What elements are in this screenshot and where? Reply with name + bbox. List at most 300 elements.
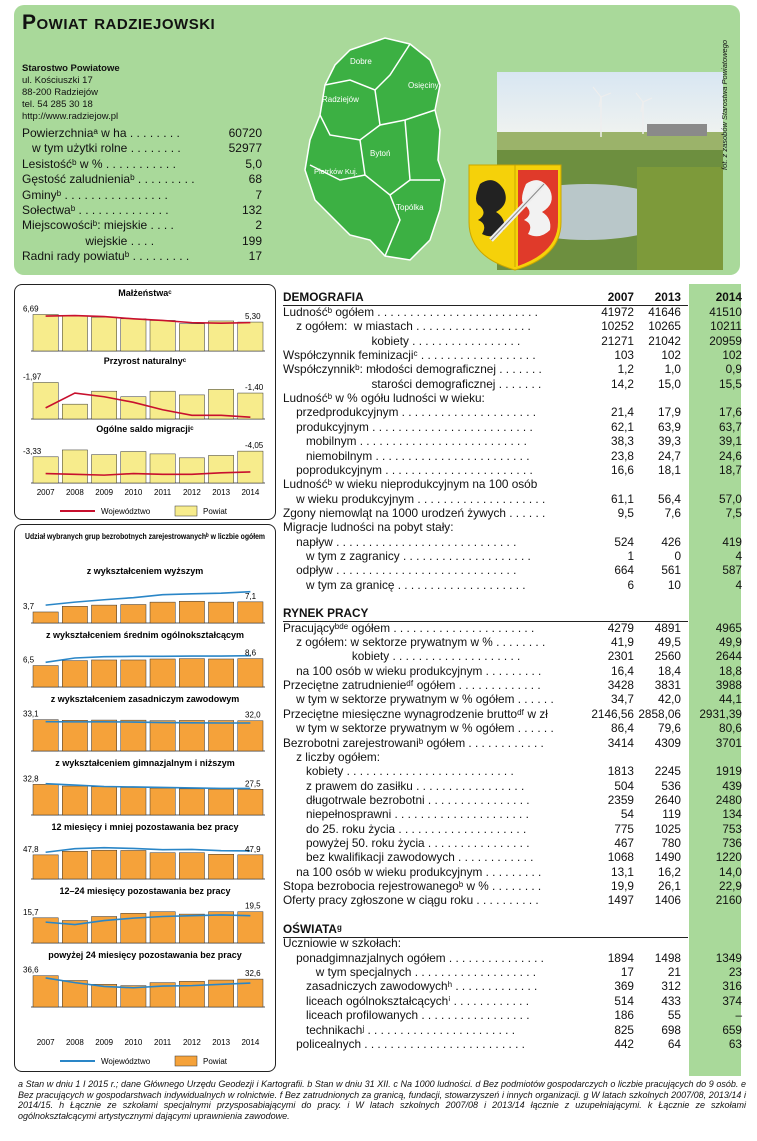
cell-2014: 4 — [735, 577, 742, 592]
chart-bar — [33, 976, 58, 1007]
legend-line-label: Województwo — [101, 507, 151, 516]
table-section-title: DEMOGRAFIA — [283, 290, 364, 304]
page-title: Powiat radziejowski — [22, 11, 216, 34]
chart-bar — [179, 720, 204, 751]
cell-2013: 42,0 — [658, 692, 681, 707]
map-label-radziejow: Radziejów — [322, 95, 359, 104]
cell-2013: 2858,06 — [638, 706, 681, 721]
chart-bar — [179, 458, 204, 483]
cell-2007: 186 — [614, 1008, 634, 1023]
cell-2014: 17,6 — [719, 405, 742, 420]
table-row — [283, 520, 745, 534]
year-2014-header: 2014 — [715, 290, 742, 304]
cell-2014: 44,1 — [719, 692, 742, 707]
chart-bar — [92, 720, 117, 751]
chart-first-value: 32,8 — [23, 774, 39, 784]
legend-bar-label: Powiat — [203, 1057, 228, 1066]
chart-first-value: -3,33 — [23, 446, 42, 456]
table-row — [283, 563, 745, 577]
cell-2013: 4891 — [654, 620, 681, 635]
legend-line-label: Województwo — [101, 1057, 151, 1066]
cell-2013: 64 — [667, 1036, 681, 1051]
org-website[interactable]: http://www.radziejow.pl — [22, 111, 119, 122]
year-label: 2013 — [212, 488, 231, 497]
chart-title: powyżej 24 miesięcy pozostawania bez pracy — [48, 950, 242, 960]
cell-2007: 514 — [614, 993, 634, 1008]
year-label: 2012 — [182, 1038, 201, 1047]
table-row — [283, 951, 745, 965]
chart-bar — [150, 659, 175, 687]
cell-2013: 102 — [661, 348, 681, 363]
row-label: technikachʲ . . . . . . . . . . . . . . . . . . . . . . . — [283, 1022, 515, 1037]
table-row — [283, 936, 745, 950]
row-label: niemobilnym . . . . . . . . . . . . . . . . . . . . . . . . — [283, 448, 530, 463]
cell-2014: 63,7 — [719, 419, 742, 434]
org-name: Starostwo Powiatowe — [22, 63, 120, 74]
chart-title: Przyrost naturalnyᶜ — [103, 356, 187, 366]
year-label: 2014 — [241, 488, 260, 497]
cell-2007: 21,4 — [611, 405, 634, 420]
cell-2013: 18,4 — [658, 663, 681, 678]
table-row — [283, 348, 745, 362]
cell-2014: 439 — [722, 778, 742, 793]
cell-2007: 62,1 — [611, 419, 634, 434]
table-row — [283, 893, 745, 907]
table-row — [283, 994, 745, 1008]
header-stat-value: 68 — [248, 172, 262, 187]
cell-2007: 13,1 — [611, 864, 634, 879]
header-stats — [22, 126, 262, 265]
chart-bar — [150, 391, 175, 419]
header-stat-value: 199 — [241, 233, 262, 248]
chart-last-value: 8,6 — [245, 648, 257, 658]
header-stat-value: 5,0 — [245, 156, 262, 171]
chart-bar — [179, 789, 204, 815]
cell-2014: 18,8 — [719, 663, 742, 678]
cell-2014: 49,9 — [719, 635, 742, 650]
row-label: z ogółem: w miastach . . . . . . . . . . . . . . . . . . — [283, 319, 531, 334]
table-row — [283, 621, 745, 635]
table-row — [283, 334, 745, 348]
cell-2007: 775 — [614, 821, 634, 836]
footnotes: a Stan w dniu 1 I 2015 r.; dane Głównego Urzędu Geodezji i Kartografii. b Stan w dniu 31 XII. c Na 1000 ludności. d Bez podmiotów gospodarczych o liczbie pracujących do 9 osób. e Bez pracujących w gospodarstwach indywidualnych w rolnictwie. f Bez zatrudnionych za granicą, fundacji, stowarzyszeń i innych organizacji. g W latach szkolnych 2007/08, 2013/14 i 2014/15. h Łącznie ze szkołami specjalnymi przysposabiającymi do pracy. i W latach szkolnych 2007/08 i 2013/14 łącznie z uzupełniającymi. k Łącznie ze szkołami ogólnokształcącymi artystycznymi dającymi uprawnienia zawodowe. — [18, 1079, 746, 1121]
cell-2014: 0,9 — [725, 362, 742, 377]
row-label: liceach ogólnokształcącychⁱ . . . . . . . . . . . . — [283, 993, 530, 1008]
cell-2007: 1 — [627, 548, 634, 563]
header-stat-label: Powierzchniaᵃ w ha . . . . . . . . — [22, 126, 180, 140]
header-stat-value: 17 — [248, 249, 262, 264]
chart-title: Małżeństwaᶜ — [118, 288, 172, 298]
header-stat-value: 7 — [255, 187, 262, 202]
chart-last-value: 5,30 — [245, 312, 261, 322]
row-label: Stopa bezrobocia rejestrowanegoᵇ w % . . . . . . . . — [283, 879, 542, 893]
year-label: 2013 — [212, 1038, 231, 1047]
chart-bar — [179, 601, 204, 623]
cell-2007: 1497 — [607, 893, 634, 908]
cell-2007: 16,4 — [611, 663, 634, 678]
cell-2014: 4 — [735, 548, 742, 563]
row-label: Ludnośćᵇ w wieku nieprodukcyjnym na 100 osób — [283, 477, 538, 492]
map-label-piotrkow: Piotrków Kuj. — [314, 167, 358, 176]
chart-bar — [150, 853, 175, 879]
chart-bar — [238, 451, 263, 483]
map-label-topolka: Topólka — [396, 203, 424, 212]
cell-2007: 1068 — [607, 850, 634, 865]
cell-2007: 19,9 — [611, 879, 634, 893]
org-address — [22, 63, 120, 123]
cell-2014: 39,1 — [719, 434, 742, 449]
cell-2013: 2560 — [654, 649, 681, 664]
chart-bar — [238, 322, 263, 351]
cell-2007: 524 — [614, 534, 634, 549]
chart-first-value: 6,69 — [23, 304, 39, 314]
row-label: Ludnośćᵇ w % ogółu ludności w wieku: — [283, 391, 485, 406]
chart-title: z wykształceniem średnim ogólnokształcącym — [45, 630, 245, 640]
table-row — [283, 420, 745, 434]
cell-2007: 38,3 — [611, 434, 634, 449]
chart-bar — [121, 660, 146, 687]
cell-2013: 41646 — [648, 305, 681, 319]
cell-2013: 780 — [661, 835, 681, 850]
table-row — [283, 449, 745, 463]
chart-bar — [33, 382, 58, 419]
cell-2007: 504 — [614, 778, 634, 793]
cell-2014: 63 — [728, 1036, 742, 1051]
cell-2014: 587 — [722, 563, 742, 578]
row-label: produkcyjnym . . . . . . . . . . . . . . . . . . . . . . . . . — [283, 419, 533, 434]
header-stat-row — [22, 141, 262, 156]
cell-2007: 103 — [614, 348, 634, 363]
header-stat-row — [22, 172, 262, 187]
chart-first-value: 33,1 — [23, 709, 39, 719]
cell-2014: 4965 — [715, 620, 742, 635]
chart-bar — [62, 316, 87, 351]
row-label: Oferty pracy zgłoszone w ciągu roku . . . . . . . . . . — [283, 893, 539, 908]
table-row — [283, 649, 745, 663]
year-2013-header: 2013 — [654, 290, 681, 304]
table-row — [283, 664, 745, 678]
map-label-osieciny: Osięciny — [408, 81, 439, 90]
cell-2007: 442 — [614, 1036, 634, 1051]
unemployment-charts-panel — [14, 524, 276, 1072]
county-map — [290, 30, 460, 266]
chart-first-value: 6,5 — [23, 655, 35, 665]
cell-2014: 134 — [722, 807, 742, 822]
row-label: w tym z zagranicy . . . . . . . . . . . . . . . . . . . . — [283, 548, 531, 563]
row-label: w wieku produkcyjnym . . . . . . . . . . . . . . . . . . . . — [283, 491, 546, 506]
row-label: policealnych . . . . . . . . . . . . . . . . . . . . . . . . . — [283, 1036, 525, 1051]
chart-bar — [33, 457, 58, 483]
chart-last-value: 47,9 — [245, 844, 261, 854]
cell-2014: 7,5 — [725, 505, 742, 520]
row-label: starości demograficznej . . . . . . . — [283, 376, 542, 391]
chart-bar — [179, 659, 204, 687]
row-label: odpływ . . . . . . . . . . . . . . . . . . . . . . . . . . . . — [283, 563, 517, 578]
chart-bar — [150, 721, 175, 751]
row-label: RYNEK PRACY — [283, 606, 369, 621]
year-label: 2008 — [65, 488, 84, 497]
cell-2013: 56,4 — [658, 491, 681, 506]
unemployment-section-title: Udział wybranych grup bezrobotnych zarejestrowanychᵇ w liczbie ogółem — [25, 531, 266, 541]
table-row — [283, 965, 745, 979]
cell-2007: 16,6 — [611, 462, 634, 477]
table-row — [283, 879, 745, 893]
cell-2013: 16,2 — [658, 864, 681, 879]
table-row — [283, 535, 745, 549]
row-label: Bezrobotni zarejestrowaniᵇ ogółem . . . . . . . . . . . . — [283, 735, 544, 750]
year-2007-header: 2007 — [607, 290, 634, 304]
year-label: 2011 — [154, 488, 172, 497]
chart-bar — [238, 855, 263, 879]
header-stat-label: Gminyᵇ . . . . . . . . . . . . . . . . — [22, 187, 168, 202]
cell-2007: 3414 — [607, 735, 634, 750]
cell-2007: 17 — [620, 965, 634, 980]
table-row — [283, 549, 745, 563]
cell-2014: 41510 — [709, 305, 742, 319]
header-stat-row — [22, 203, 262, 218]
cell-2007: 825 — [614, 1022, 634, 1037]
cell-2013: 15,0 — [658, 376, 681, 391]
cell-2013: 312 — [661, 979, 681, 994]
table-row — [283, 319, 745, 333]
chart-bar — [150, 320, 175, 351]
chart-bar — [62, 404, 87, 419]
chart-title: z wykształceniem wyższym — [86, 566, 204, 576]
cell-2014: – — [735, 1008, 742, 1023]
table-row — [283, 578, 745, 592]
cell-2014: 753 — [722, 821, 742, 836]
cell-2013: 1498 — [654, 950, 681, 965]
cell-2007: 61,1 — [611, 491, 634, 506]
header-stat-label: Miejscowościᵇ: miejskie . . . . — [22, 218, 174, 233]
chart-first-value: 47,8 — [23, 844, 39, 854]
cell-2013: 49,5 — [658, 635, 681, 650]
cell-2014: 14,0 — [719, 864, 742, 879]
cell-2007: 54 — [620, 807, 634, 822]
cell-2007: 369 — [614, 979, 634, 994]
cell-2014: 1220 — [715, 850, 742, 865]
row-label: Współczynnikᵇ: młodości demograficznej . . . . . . . — [283, 362, 542, 377]
chart-bar — [121, 850, 146, 879]
table-row — [283, 1008, 745, 1022]
cell-2014: 80,6 — [719, 721, 742, 736]
table-row — [283, 908, 745, 922]
header-stat-row — [22, 157, 262, 172]
table-row — [283, 305, 745, 319]
cell-2014: 18,7 — [719, 462, 742, 477]
chart-bar — [33, 855, 58, 879]
chart-bar — [62, 851, 87, 879]
cell-2014: 57,0 — [719, 491, 742, 506]
chart-bar — [92, 787, 117, 815]
demography-charts-svg — [15, 285, 275, 519]
table-section-heading — [283, 606, 745, 620]
cell-2014: 419 — [722, 534, 742, 549]
cell-2007: 1894 — [607, 950, 634, 965]
table-row — [283, 807, 745, 821]
cell-2014: 20959 — [709, 333, 742, 348]
row-label: ponadgimnazjalnych ogółem . . . . . . . . . . . . . . . — [283, 950, 544, 965]
legend-bar-label: Powiat — [203, 507, 228, 516]
chart-bar — [150, 788, 175, 815]
cell-2007: 6 — [627, 577, 634, 592]
header-stat-row — [22, 188, 262, 203]
chart-bar — [92, 455, 117, 483]
row-label: kobiety . . . . . . . . . . . . . . . . . — [283, 333, 521, 348]
header-stat-row — [22, 234, 262, 249]
org-street: ul. Kościuszki 17 — [22, 75, 93, 86]
cell-2007: 4279 — [607, 620, 634, 635]
chart-bar — [209, 602, 234, 623]
year-label: 2009 — [95, 488, 114, 497]
row-label: Ludnośćᵇ ogółem . . . . . . . . . . . . . . . . . . . . . . . . . — [283, 305, 538, 319]
table-row — [283, 492, 745, 506]
chart-bar — [62, 786, 87, 815]
header-stat-label: Lesistośćᵇ w % . . . . . . . . . . . — [22, 156, 176, 171]
cell-2014: 2480 — [715, 792, 742, 807]
cell-2013: 21042 — [648, 333, 681, 348]
chart-bar — [209, 854, 234, 879]
cell-2007: 2359 — [607, 792, 634, 807]
chart-bar — [209, 455, 234, 483]
header-stat-label: Sołectwaᵇ . . . . . . . . . . . . . . — [22, 203, 169, 218]
legend-bar-swatch — [175, 506, 197, 516]
chart-first-value: 15,7 — [23, 907, 39, 917]
cell-2014: 374 — [722, 993, 742, 1008]
chart-bar — [92, 850, 117, 879]
cell-2014: 10211 — [710, 319, 742, 334]
cell-2013: 1406 — [654, 893, 681, 908]
chart-last-value: 32,6 — [245, 969, 261, 979]
chart-bar — [209, 721, 234, 751]
year-label: 2007 — [36, 1038, 55, 1047]
year-label: 2014 — [241, 1038, 260, 1047]
cell-2007: 467 — [614, 835, 634, 850]
chart-bar — [238, 721, 263, 751]
chart-title: Ogólne saldo migracjiᶜ — [96, 424, 194, 434]
table-row — [283, 1037, 745, 1051]
row-label: przedprodukcyjnym . . . . . . . . . . . . . . . . . . . . . — [283, 405, 537, 420]
row-label: z prawem do zasiłku . . . . . . . . . . . . . . . . . — [283, 778, 525, 793]
row-label: napływ . . . . . . . . . . . . . . . . . . . . . . . . . . . . — [283, 534, 517, 549]
row-label: Migracje ludności na pobyt stały: — [283, 520, 454, 535]
chart-last-value: 27,5 — [245, 779, 261, 789]
cell-2007: 9,5 — [617, 505, 634, 520]
unemployment-charts-svg — [15, 525, 275, 1071]
header-stat-value: 52977 — [228, 141, 262, 156]
header-stat-label: Gęstość zaludnieniaᵇ . . . . . . . . . — [22, 172, 195, 187]
year-label: 2011 — [154, 1038, 172, 1047]
chart-bar — [121, 720, 146, 751]
chart-bar — [33, 720, 58, 751]
row-label: Uczniowie w szkołach: — [283, 936, 402, 951]
cell-2007: 10252 — [601, 319, 634, 334]
table-row — [283, 850, 745, 864]
cell-2014: 23 — [728, 965, 742, 980]
table-row — [283, 979, 745, 993]
cell-2014: 1919 — [715, 764, 742, 779]
header-stat-value: 60720 — [228, 126, 262, 140]
row-label: na 100 osób w wieku produkcyjnym . . . . . . . . . — [283, 864, 542, 879]
row-label: poprodukcyjnym . . . . . . . . . . . . . . . . . . . . . . . — [283, 462, 533, 477]
cell-2007: 23,8 — [611, 448, 634, 463]
table-section-heading — [283, 922, 745, 936]
row-label: długotrwale bezrobotni . . . . . . . . . . . . . . . . — [283, 792, 530, 807]
cell-2013: 2245 — [654, 764, 681, 779]
chart-bar — [92, 317, 117, 351]
table-row — [283, 707, 745, 721]
chart-bar — [179, 324, 204, 351]
header-stat-row — [22, 218, 262, 233]
chart-bar — [209, 659, 234, 687]
chart-bar — [238, 602, 263, 623]
cell-2013: 119 — [662, 807, 681, 822]
cell-2014: 15,5 — [719, 376, 742, 391]
cell-2007: 1,2 — [617, 362, 634, 377]
row-label: w tym specjalnych . . . . . . . . . . . . . . . . . . . — [283, 965, 537, 980]
cell-2013: 1025 — [654, 821, 681, 836]
chart-first-value: 3,7 — [23, 601, 35, 611]
row-label: niepełnosprawni . . . . . . . . . . . . . . . . . . . . . — [283, 807, 529, 822]
row-label: do 25. roku życia . . . . . . . . . . . . . . . . . . . . — [283, 821, 527, 836]
cell-2013: 10 — [667, 577, 681, 592]
chart-bar — [209, 789, 234, 815]
row-label: z liczby ogółem: — [283, 749, 381, 764]
chart-bar — [238, 393, 263, 419]
table-row — [283, 434, 745, 448]
cell-2013: 0 — [674, 548, 681, 563]
cell-2014: 2931,39 — [699, 706, 742, 721]
row-label: Przeciętne miesięczne wynagrodzenie bruttoᵈᶠ w zł — [283, 706, 548, 721]
table-row — [283, 692, 745, 706]
table-row — [283, 405, 745, 419]
cell-2013: 4309 — [654, 735, 681, 750]
table-row — [283, 678, 745, 692]
cell-2014: 102 — [722, 348, 742, 363]
cell-2007: 41972 — [601, 305, 634, 319]
chart-title: 12–24 miesięcy pozostawania bez pracy — [59, 886, 231, 896]
table-row — [283, 362, 745, 376]
row-label: Współczynnik feminizacjiᶜ . . . . . . . . . . . . . . . . . . — [283, 348, 536, 363]
demography-charts-panel — [14, 284, 276, 520]
cell-2007: 41,9 — [611, 635, 634, 650]
chart-last-value: 32,0 — [245, 710, 261, 720]
chart-bar — [121, 787, 146, 815]
table-row — [283, 506, 745, 520]
chart-bar — [121, 986, 146, 1007]
cell-2014: 24,6 — [719, 448, 742, 463]
header-stat-label: wiejskie . . . . — [22, 233, 155, 248]
chart-title: z wykształceniem zasadniczym zawodowym — [50, 694, 240, 704]
cell-2007: 1813 — [607, 764, 634, 779]
cell-2014: 316 — [722, 979, 742, 994]
cell-2014: 659 — [722, 1022, 742, 1037]
table-row — [283, 764, 745, 778]
chart-title: 12 miesięcy i mniej pozostawania bez pracy — [51, 822, 239, 832]
table-row — [283, 750, 745, 764]
cell-2014: 2644 — [715, 649, 742, 664]
year-label: 2008 — [65, 1038, 84, 1047]
header-stat-label: w tym użytki rolne . . . . . . . . — [22, 141, 181, 156]
chart-last-value: -4,05 — [245, 441, 264, 451]
year-label: 2012 — [182, 488, 201, 497]
chart-bar — [33, 918, 58, 943]
row-label: Zgony niemowląt na 1000 urodzeń żywych . . . . . . — [283, 505, 546, 520]
legend-bar-swatch — [175, 1056, 197, 1066]
photo-credit: fot. z zasobów Starostwa Powiatowego — [720, 39, 729, 170]
year-label: 2009 — [95, 1038, 114, 1047]
row-label: na 100 osób w wieku produkcyjnym . . . . . . . . . — [283, 663, 542, 678]
